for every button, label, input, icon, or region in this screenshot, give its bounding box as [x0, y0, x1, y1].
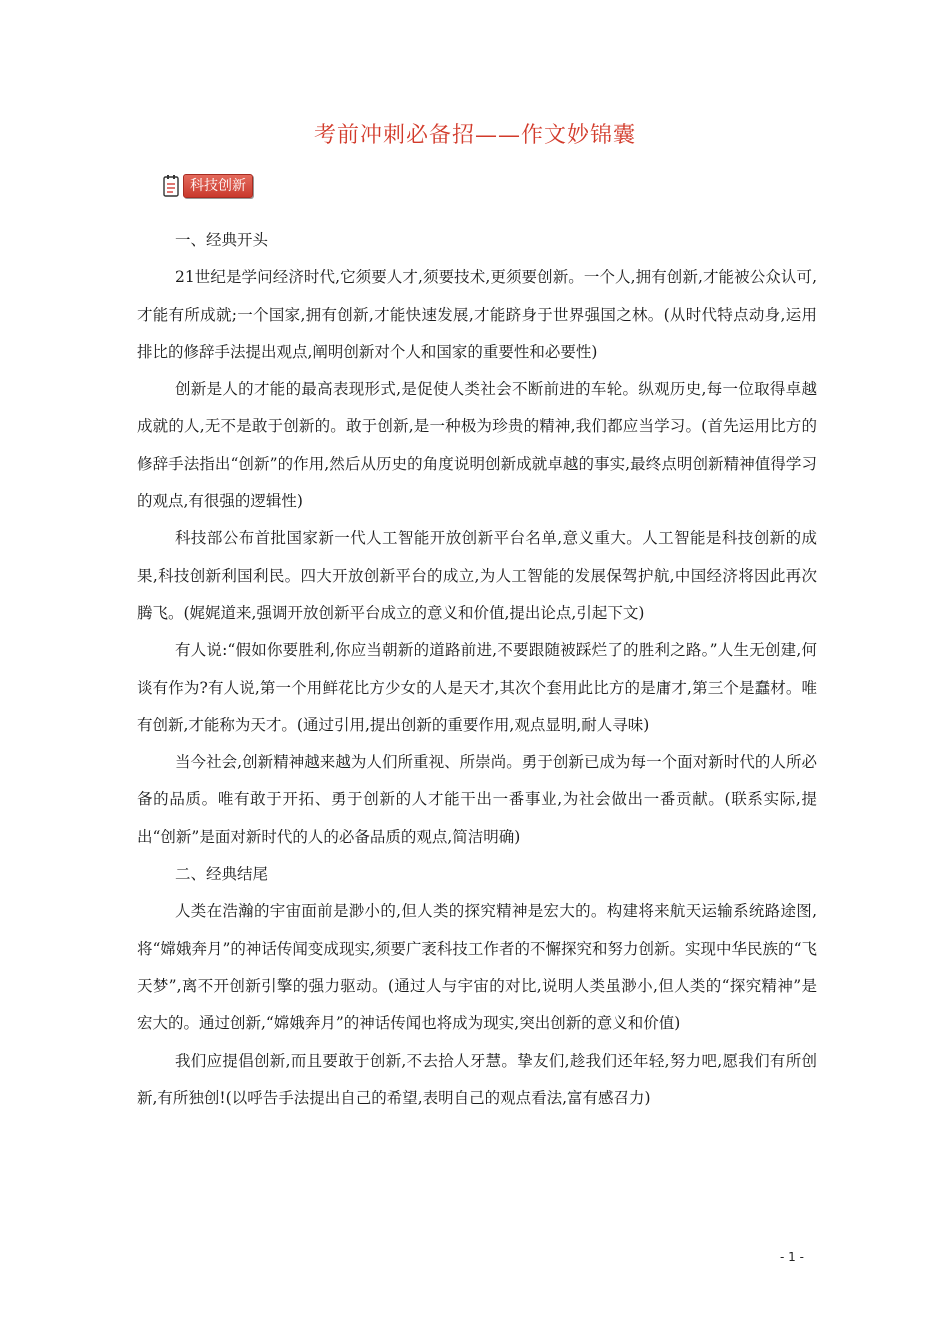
topic-badge-label: 科技创新 [183, 174, 253, 198]
topic-badge [162, 174, 253, 198]
page-number: - 1 - [780, 1250, 804, 1264]
page-title: 考前冲刺必备招——作文妙锦囊 [313, 123, 636, 148]
paragraph: 有人说:“假如你要胜利,你应当朝新的道路前进,不要跟随被踩烂了的胜利之路。”人生无创建,何谈有作为?有人说,第一个用鲜花比方少女的人是天才,其次个套用此比方的是庸才,第三个是蠢材。唯有创新,才能称为天才。(通过引用,提出创新的重要作用,观点显明,耐人寻味) [137, 641, 817, 734]
paragraph: 人类在浩瀚的宇宙面前是渺小的,但人类的探究精神是宏大的。构建将来航天运输系统路途图,将“嫦娥奔月”的神话传闻变成现实,须要广袤科技工作者的不懈探究和努力创新。实现中华民族的“飞天梦”,离不开创新引擎的强力驱动。(通过人与宇宙的对比,说明人类虽渺小,但人类的“探究精神”是宏大的。通过创新,“嫦娥奔月”的神话传闻也将成为现实,突出创新的意义和价值) [137, 902, 817, 1033]
section-heading-opening: 一、经典开头 [175, 231, 269, 249]
paragraph: 我们应提倡创新,而且要敢于创新,不去拾人牙慧。挚友们,趁我们还年轻,努力吧,愿我们有所创新,有所独创!(以呼告手法提出自己的希望,表明自己的观点看法,富有感召力) [137, 1051, 817, 1107]
paragraph: 21世纪是学问经济时代,它须要人才,须要技术,更须要创新。一个人,拥有创新,才能被公众认可,才能有所成就;一个国家,拥有创新,才能快速发展,才能跻身于世界强国之林。(从时代特点动身,运用排比的修辞手法提出观点,阐明创新对个人和国家的重要性和必要性) [137, 268, 817, 361]
section-heading-ending: 二、经典结尾 [175, 865, 269, 884]
paragraph: 创新是人的才能的最高表现形式,是促使人类社会不断前进的车轮。纵观历史,每一位取得卓越成就的人,无不是敢于创新的。敢于创新,是一种极为珍贵的精神,我们都应当学习。(首先运用比方的修辞手法指出“创新”的作用,然后从历史的角度说明创新成就卓越的事实,最终点明创新精神值得学习的观点,有很强的逻辑性) [137, 380, 817, 511]
paragraph: 科技部公布首批国家新一代人工智能开放创新平台名单,意义重大。人工智能是科技创新的成果,科技创新利国利民。四大开放创新平台的成立,为人工智能的发展保驾护航,中国经济将因此再次腾飞。(娓娓道来,强调开放创新平台成立的意义和价值,提出论点,引起下文) [137, 529, 817, 622]
paragraph: 当今社会,创新精神越来越为人们所重视、所崇尚。勇于创新已成为每一个面对新时代的人所必备的品质。唯有敢于开拓、勇于创新的人才能干出一番事业,为社会做出一番贡献。(联系实际,提出“创新”是面对新时代的人的必备品质的观点,简洁明确) [137, 753, 817, 846]
article-body [137, 222, 817, 1117]
notebook-icon [162, 174, 180, 198]
